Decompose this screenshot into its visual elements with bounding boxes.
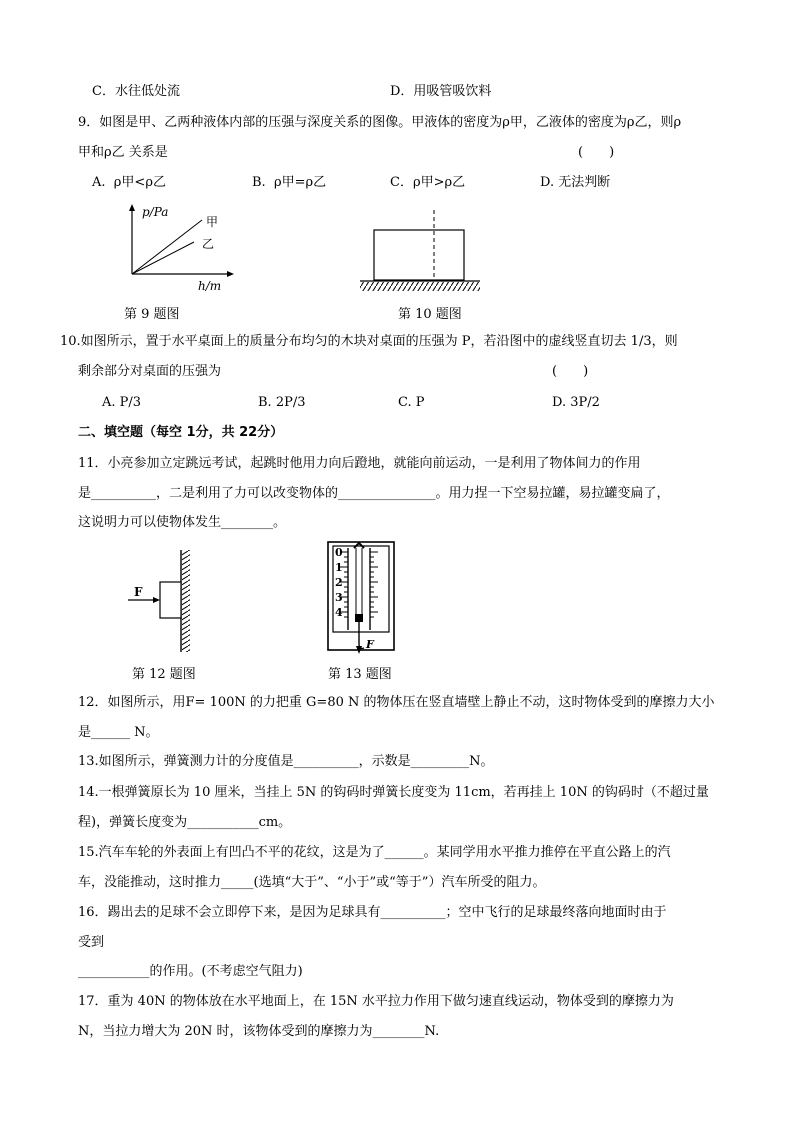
tick-label-0: 0 [335, 546, 343, 559]
figure-12-caption: 第 12 题图 [132, 667, 196, 682]
q10-option-b: B. 2P/3 [258, 395, 306, 410]
tick-label-1: 1 [335, 561, 343, 574]
q16-text-line1: 16．踢出去的足球不会立即停下来，是因为足球具有__________；空中飞行的足球最终落向地面时由于 [78, 905, 667, 920]
q9-option-a: A. ρ甲<ρ乙 [92, 175, 166, 190]
x-axis-label: h/m [198, 279, 222, 292]
figure-13-caption: 第 13 题图 [328, 667, 392, 682]
yi-label: 乙 [202, 237, 215, 251]
q15-text-line2: 车，没能推动，这时推力_____(选填“大于”、“小于”或“等于”）汽车所受的阻力。 [78, 875, 546, 890]
y-axis-label: p/Pa [142, 205, 169, 219]
q10-answer-paren: ( ) [552, 364, 589, 379]
q9-text-line1: 9．如图是甲、乙两种液体内部的压强与深度关系的图像。甲液体的密度为ρ甲，乙液体的密度为ρ乙，则ρ [78, 115, 682, 130]
q8-option-c: C．水往低处流 [92, 84, 180, 99]
pressed-block [160, 582, 181, 618]
figure-9-caption: 第 9 题图 [124, 307, 180, 322]
q9-answer-paren: ( ) [578, 145, 615, 160]
figure-9-graph [118, 200, 238, 292]
line-jia [132, 220, 202, 274]
jia-label: 甲 [206, 215, 219, 229]
q8-option-d: D．用吸管吸饮料 [390, 84, 492, 99]
q12-text-line2: 是______ N。 [78, 725, 159, 740]
q16-text-line2: 受到 [78, 935, 105, 950]
q15-text-line1: 15.汽车车轮的外表面上有凹凸不平的花纹，这是为了______。某同学用水平推力推停在平直公路上的汽 [78, 845, 671, 860]
q10-text-line2: 剩余部分对桌面的压强为 [78, 364, 222, 379]
figure-10-block [356, 206, 486, 296]
figure-10-caption: 第 10 题图 [398, 307, 462, 322]
tick-label-2: 2 [335, 576, 343, 589]
wall-hatch [182, 550, 190, 652]
q16-text-line3: ___________的作用。(不考虑空气阻力) [78, 964, 303, 979]
q11-text-line3: 这说明力可以使物体发生________。 [78, 515, 287, 530]
q10-option-c: C. P [398, 395, 425, 410]
tick-label-3: 3 [335, 591, 343, 604]
tick-label-4: 4 [335, 606, 343, 619]
q14-text-line2: 程)，弹簧长度变为___________cm。 [78, 815, 292, 830]
section-2-heading: 二、填空题（每空 1分，共 22分） [78, 425, 284, 440]
q10-option-a: A. P/3 [102, 395, 142, 410]
q11-text-line1: 11．小亮参加立定跳远考试，起跳时他用力向后蹬地，就能向前运动，一是利用了物体间力的作用 [78, 456, 641, 471]
q9-option-b: B. ρ甲=ρ乙 [252, 175, 327, 190]
q11-text-line2: 是__________，二是利用了力可以改变物体的_______________。用力捏一下空易拉罐，易拉罐变扁了， [78, 486, 670, 501]
q10-text-line1: 10.如图所示，置于水平桌面上的质量分布均匀的木块对桌面的压强为 P，若沿图中的虚线竖直切去 1/3，则 [60, 334, 678, 349]
q13-text: 13.如图所示，弹簧测力计的分度值是__________，示数是_________N。 [78, 754, 494, 769]
q17-text-line2: N，当拉力增大为 20N 时，该物体受到的摩擦力为________N. [78, 1024, 440, 1039]
q10-option-d: D. 3P/2 [552, 395, 600, 410]
force-label: F [134, 585, 143, 599]
hook-force-label: F [366, 638, 374, 651]
q14-text-line1: 14.一根弹簧原长为 10 厘米，当挂上 5N 的钩码时弹簧长度变为 11cm，若再挂上 10N 的钩码时（不超过量 [78, 785, 709, 800]
q17-text-line1: 17．重为 40N 的物体放在水平地面上，在 15N 水平拉力作用下做匀速直线运动，物体受到的摩擦力为 [78, 994, 674, 1009]
q12-text-line1: 12．如图所示，用F= 100N 的力把重 G=80 N 的物体压在竖直墙壁上静止不动，这时物体受到的摩擦力大小 [78, 695, 715, 710]
q9-text-line2: 甲和ρ乙 关系是 [78, 145, 168, 160]
q9-option-c: C．ρ甲>ρ乙 [390, 175, 466, 190]
table-hatch [360, 282, 480, 291]
line-yi [132, 242, 194, 274]
wood-block [374, 230, 464, 280]
figure-12-wall [124, 546, 214, 656]
scale-pointer [355, 614, 363, 622]
q9-option-d: D. 无法判断 [540, 175, 611, 190]
figure-13-spring-scale [326, 540, 398, 660]
